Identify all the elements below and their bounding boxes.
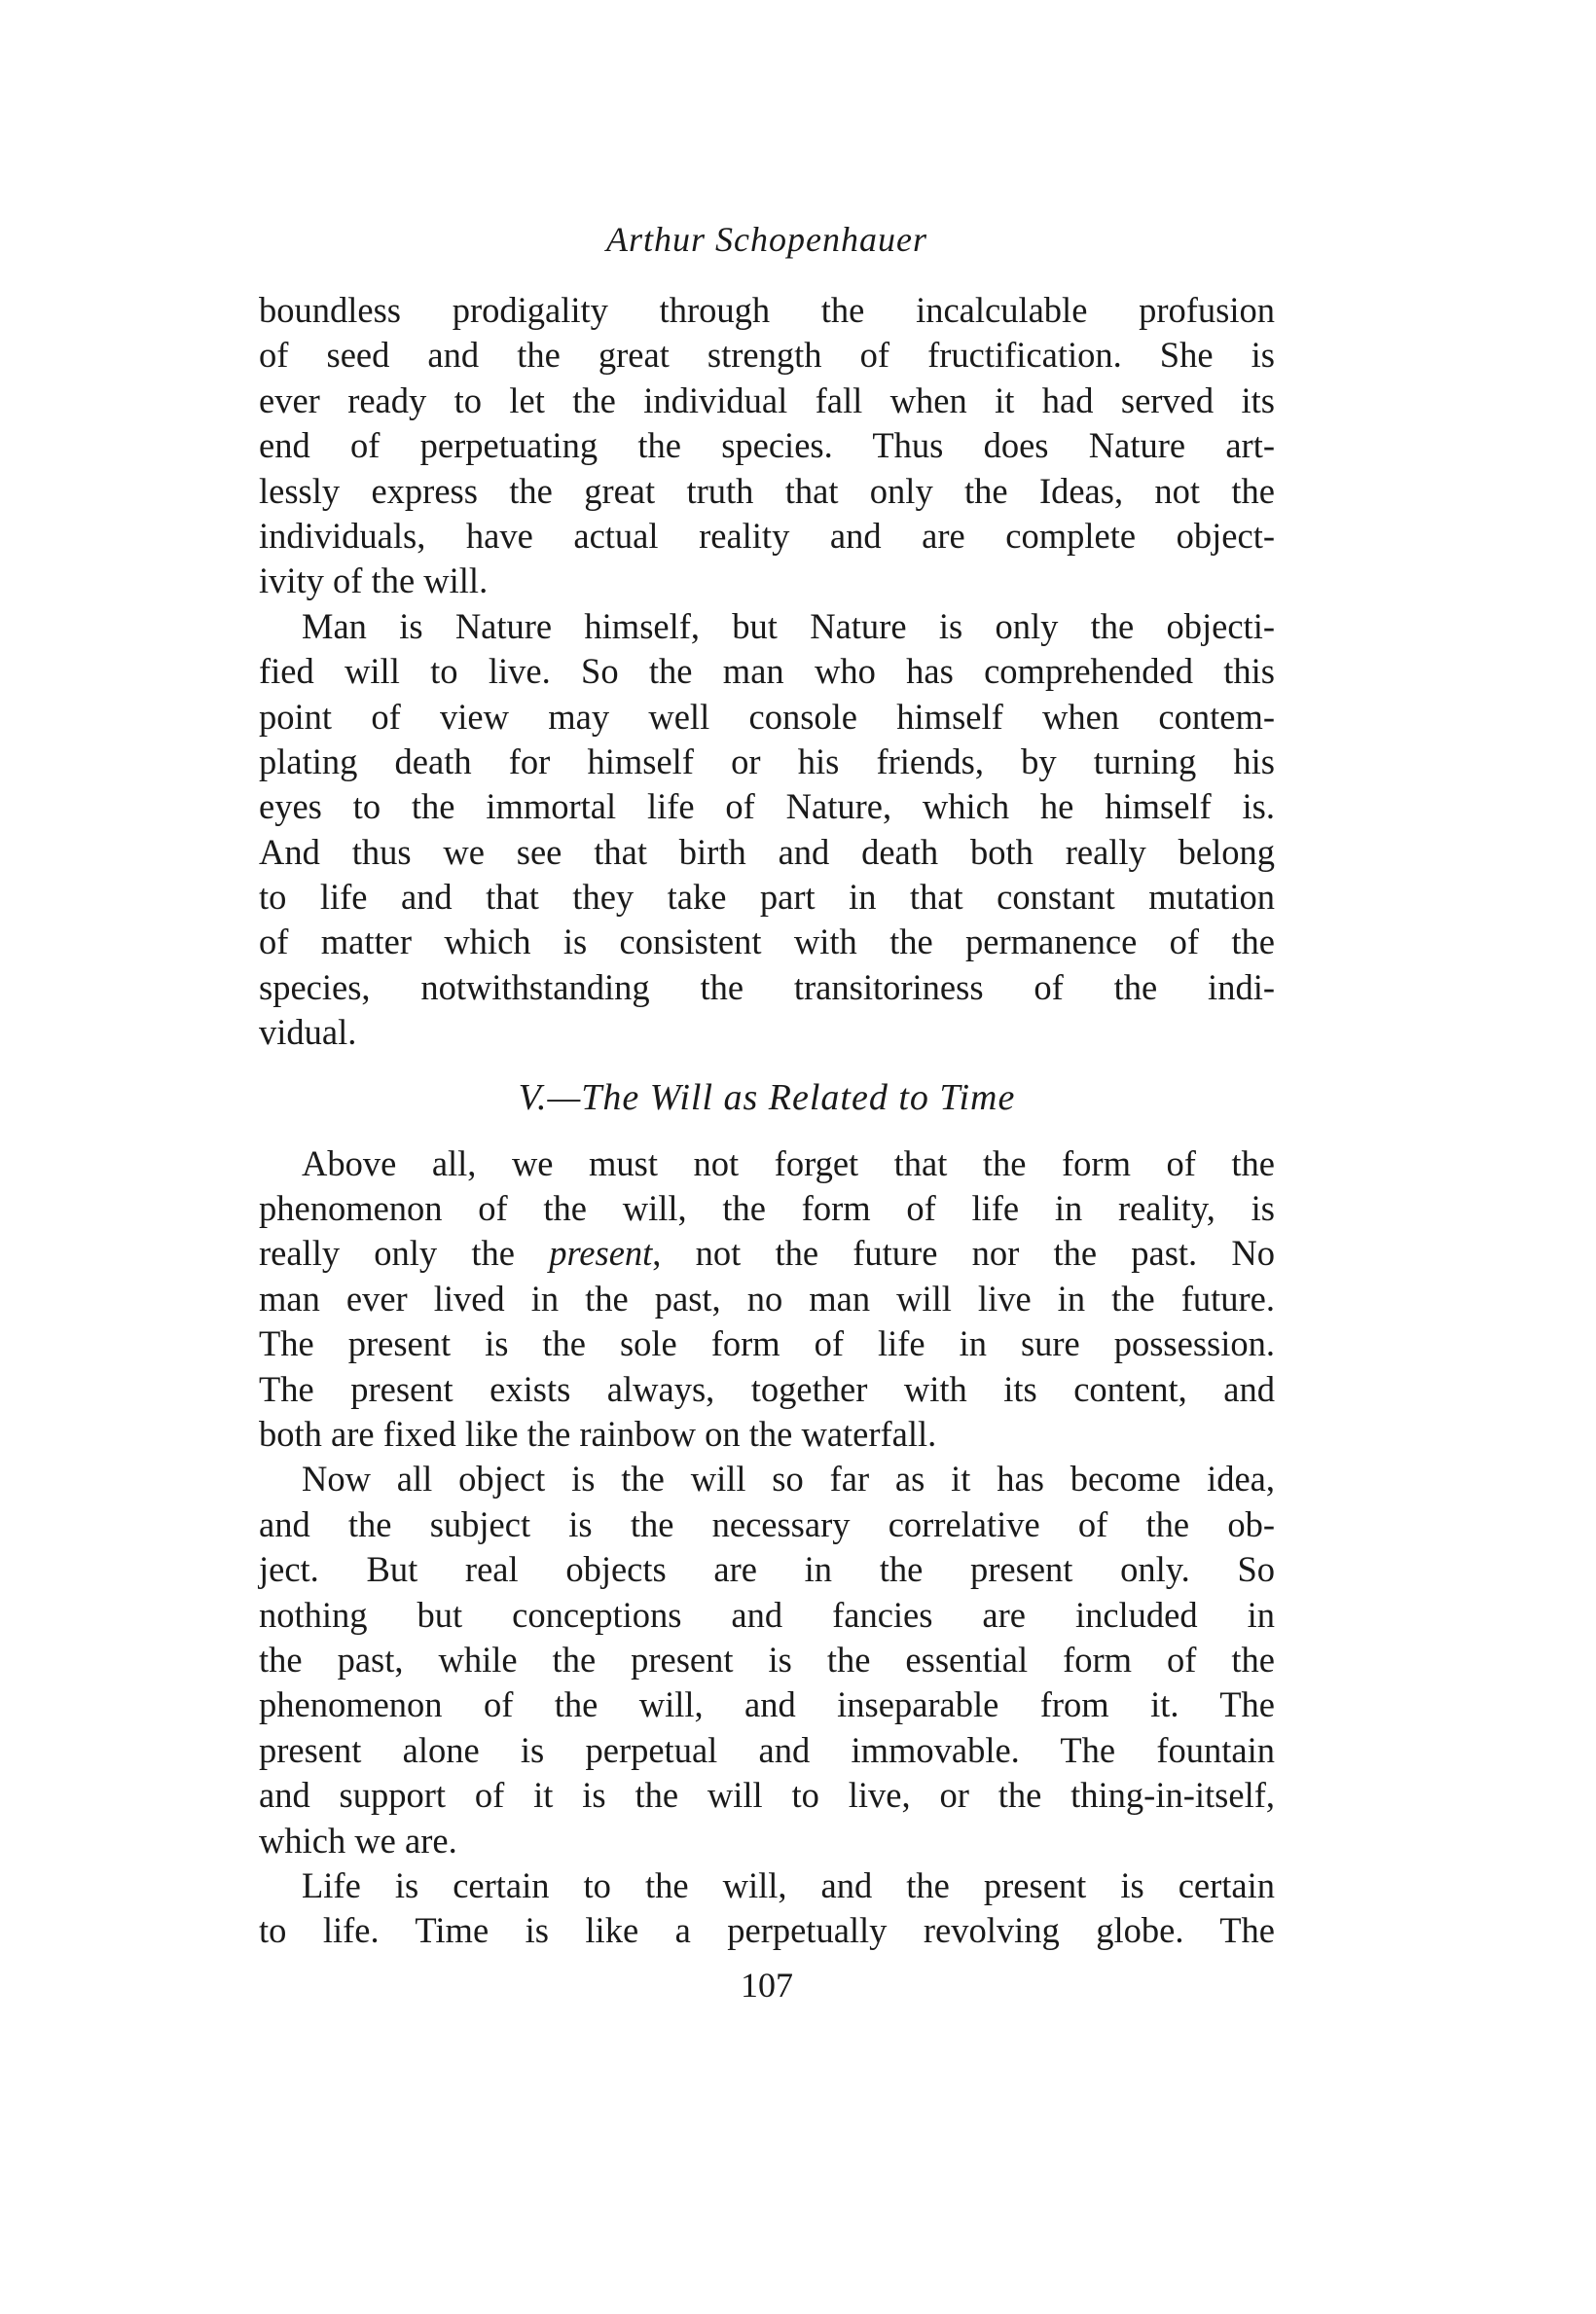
text-line: ever ready to let the individual fall when it had served its [259, 380, 1275, 420]
text-line: both are fixed like the rainbow on the waterfall. [259, 1413, 937, 1454]
section-heading: V.—The Will as Related to Time [518, 1076, 1016, 1118]
text-line: point of view may well console himself when contem- [259, 696, 1275, 737]
emphasized-word: present [549, 1233, 653, 1274]
text-line: The present exists always, together with its content, and [259, 1368, 1275, 1409]
text-line: Now all object is the will so far as it has become idea, [302, 1459, 1275, 1500]
text-line [259, 1231, 1275, 1276]
text-line: And thus we see that birth and death both really belong [259, 831, 1275, 872]
text-line: nothing but conceptions and fancies are included in [259, 1594, 1275, 1635]
text-line: and the subject is the necessary correlative of the ob- [259, 1503, 1275, 1544]
text-line: eyes to the immortal life of Nature, which he himself is. [259, 786, 1275, 827]
text-line: Life is certain to the will, and the present is certain [302, 1864, 1275, 1905]
text-line: which we are. [259, 1820, 457, 1861]
text-line: The present is the sole form of life in sure possession. [259, 1323, 1275, 1364]
text-segment: , not the future nor the past. No [652, 1233, 1275, 1274]
text-line: phenomenon of the will, and inseparable from it. The [259, 1684, 1275, 1725]
text-segment: really only the [259, 1233, 550, 1274]
text-line: lessly express the great truth that only the Ideas, not the [259, 470, 1275, 511]
paragraph-continuation [259, 288, 1275, 604]
text-line: to life and that they take part in that constant mutation [259, 877, 1275, 918]
text-line: Above all, we must not forget that the form of the [302, 1142, 1275, 1183]
text-line: of matter which is consistent with the permanence of the [259, 922, 1275, 962]
body-text [259, 288, 1275, 1954]
text-line: man ever lived in the past, no man will live in the future. [259, 1278, 1275, 1319]
paragraph [259, 1141, 1275, 1458]
text-line: ivity of the will. [259, 560, 489, 601]
page-number: 107 [741, 1966, 793, 2005]
text-line: the past, while the present is the essential form of the [259, 1639, 1275, 1680]
text-line: species, notwithstanding the transitoriness of the indi- [259, 966, 1275, 1007]
text-line: to life. Time is like a perpetually revolving globe. The [259, 1910, 1275, 1951]
paragraph [259, 1863, 1275, 1954]
text-line: ject. But real objects are in the present only. So [259, 1549, 1275, 1590]
text-line: present alone is perpetual and immovable. The fountain [259, 1729, 1275, 1770]
text-line: end of perpetuating the species. Thus does Nature art- [259, 425, 1275, 466]
paragraph [259, 1457, 1275, 1863]
text-line: fied will to live. So the man who has comprehended this [259, 651, 1275, 692]
text-line: of seed and the great strength of fructification. She is [259, 335, 1275, 376]
text-line: and support of it is the will to live, or the thing-in-itself, [259, 1775, 1275, 1816]
text-line: individuals, have actual reality and are complete object- [259, 515, 1275, 556]
text-line: vidual. [259, 1012, 357, 1053]
text-line: plating death for himself or his friends, by turning his [259, 741, 1275, 781]
text-line: boundless prodigality through the incalculable profusion [259, 290, 1275, 330]
text-line: phenomenon of the will, the form of life in reality, is [259, 1188, 1275, 1229]
paragraph [259, 604, 1275, 1056]
text-line: Man is Nature himself, but Nature is only the objecti- [302, 605, 1275, 646]
running-head: Arthur Schopenhauer [606, 220, 927, 259]
